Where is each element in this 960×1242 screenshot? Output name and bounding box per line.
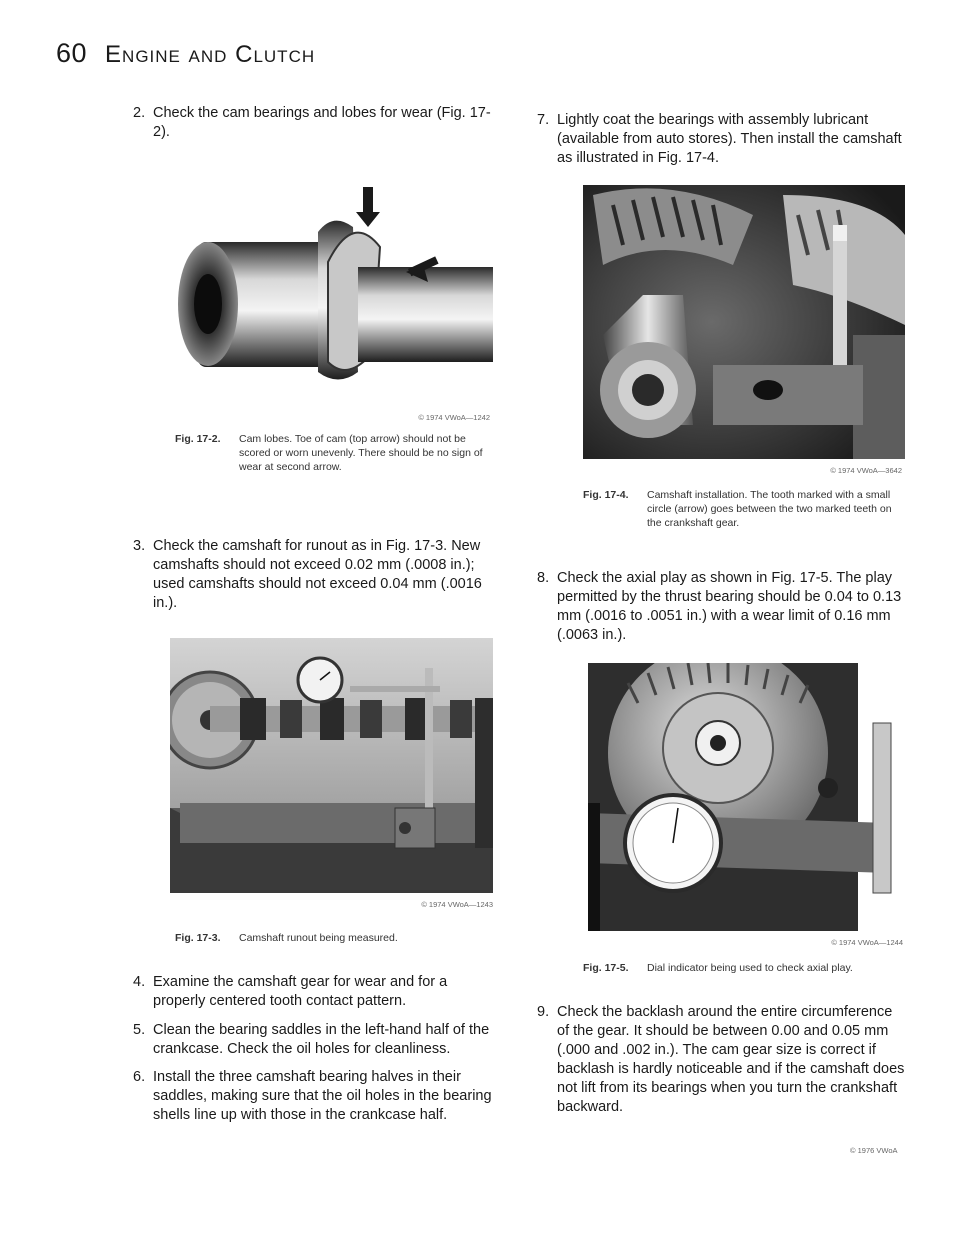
step-6 — [133, 1068, 498, 1125]
step-number: 2. — [133, 105, 146, 121]
fig-17-3-photo — [170, 638, 493, 893]
step-7 — [537, 111, 907, 168]
fig-17-5-label: Fig. 17-5. — [583, 962, 629, 974]
fig-17-4-text: Camshaft installation. The tooth marked with a small circle (arrow) goes between the two marked teeth on the crankshaft gear. — [647, 489, 892, 529]
fig-17-3-text: Camshaft runout being measured. — [239, 932, 398, 944]
fig-17-3-caption — [175, 931, 495, 945]
fig-17-2-photo — [168, 172, 493, 404]
page-credit: © 1976 VWoA — [850, 1146, 898, 1155]
page-header — [56, 38, 315, 69]
step-text: Install the three camshaft bearing halves in their saddles, making sure that the oil holes in the bearing shells line up with those in the crankcase half. — [153, 1069, 492, 1123]
step-number: 8. — [537, 570, 550, 586]
fig-17-3-label: Fig. 17-3. — [175, 932, 221, 944]
page-number: 60 — [56, 38, 88, 68]
fig-17-4-photo — [583, 185, 905, 459]
step-text: Clean the bearing saddles in the left-hand half of the crankcase. Check the oil holes for cleanliness. — [153, 1022, 490, 1057]
fig-17-5-photo — [588, 663, 895, 931]
step-number: 6. — [133, 1069, 146, 1085]
step-text: Lightly coat the bearings with assembly lubricant (available from auto stores). Then install the camshaft as illustrated in Fig. 17-4. — [557, 112, 902, 166]
step-number: 9. — [537, 1004, 550, 1020]
chapter-title: Engine and Clutch — [105, 41, 316, 68]
step-text: Check the axial play as shown in Fig. 17-5. The play permitted by the thrust bearing should be 0.04 to 0.13 mm (.0016 to .0051 in.) with a wear limit of 0.16 mm (.0063 in.). — [557, 570, 902, 643]
fig-17-3-credit: © 1974 VWoA—1243 — [421, 900, 493, 909]
step-text: Check the camshaft for runout as in Fig. 17-3. New camshafts should not exceed 0.02 mm (.0008 in.); used camshafts should not exceed 0.04 mm (.0016 in.). — [153, 538, 482, 611]
step-3 — [133, 537, 493, 613]
step-4 — [133, 973, 498, 1011]
step-text: Check the backlash around the entire circumference of the gear. It should be between 0.00 and 0.05 mm (.000 and .002 in.). The cam gear size is correct if backlash is hardly noticeable and if the camshaft does not lift from its bearings when you turn the crankshaft backward. — [557, 1004, 905, 1115]
step-8 — [537, 569, 907, 645]
fig-17-2-caption — [175, 432, 495, 474]
fig-17-5-caption — [583, 961, 908, 975]
step-number: 4. — [133, 974, 146, 990]
fig-17-4-caption — [583, 488, 908, 530]
fig-17-5-text: Dial indicator being used to check axial play. — [647, 962, 853, 974]
fig-17-2-credit: © 1974 VWoA—1242 — [418, 413, 490, 422]
fig-17-4-label: Fig. 17-4. — [583, 489, 629, 501]
step-number: 3. — [133, 538, 146, 554]
step-number: 5. — [133, 1022, 146, 1038]
fig-17-2-label: Fig. 17-2. — [175, 433, 221, 445]
step-text: Check the cam bearings and lobes for wear (Fig. 17-2). — [153, 105, 491, 140]
step-5 — [133, 1021, 498, 1059]
step-2 — [133, 104, 493, 142]
step-number: 7. — [537, 112, 550, 128]
step-9 — [537, 1003, 907, 1117]
fig-17-4-credit: © 1974 VWoA—3642 — [830, 466, 902, 475]
fig-17-2-text: Cam lobes. Toe of cam (top arrow) should not be scored or worn unevenly. There should be no sign of wear at second arrow. — [239, 433, 483, 473]
step-text: Examine the camshaft gear for wear and for a properly centered tooth contact pattern. — [153, 974, 448, 1009]
fig-17-5-credit: © 1974 VWoA—1244 — [831, 938, 903, 947]
